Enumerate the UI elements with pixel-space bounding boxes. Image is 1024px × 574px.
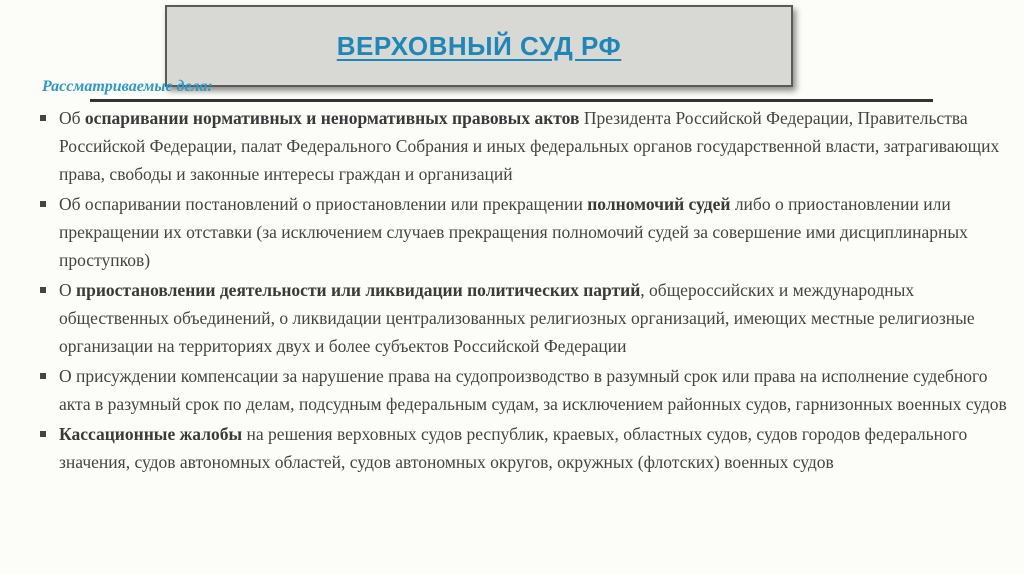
item-text: Об оспаривании постановлений о приостановлении или прекращении [59, 194, 588, 214]
square-bullet-icon [40, 115, 46, 121]
list-item [0, 362, 1024, 418]
list-item [0, 420, 1024, 476]
square-bullet-icon [40, 287, 46, 293]
item-text: , общероссийских и международных общественных объединений, о ликвидации централизованных религиозных организаций, имеющих местные религиозные организации на территориях двух и более субъектов Российской Федерации [59, 280, 975, 356]
square-bullet-icon [40, 373, 46, 379]
item-text: О [59, 280, 77, 300]
item-text: О присуждении компенсации за нарушение права на судопроизводство в разумный срок или права на исполнение судебного акта в разумный срок по делам, подсудным федеральным судам, за исключением районных судов, гарнизонных военных судов [59, 366, 1007, 414]
item-text: либо о приостановлении или прекращении их отставки (за исключением случаев прекращения полномочий судей за совершение ими дисциплинарных проступков) [59, 194, 968, 270]
list-item [0, 190, 1024, 274]
divider-line [90, 99, 933, 102]
item-text: Об [59, 108, 85, 128]
list-item [0, 104, 1024, 188]
item-text: на решения верховных судов республик, краевых, областных судов, судов городов федерального значения, судов автономных областей, судов автономных округов, окружных (флотских) военных судов [59, 424, 968, 472]
item-text: Президента Российской Федерации, Правительства Российской Федерации, палат Федерального Собрания и иных федеральных органов государственной власти, затрагивающих права, свободы и законные интересы граждан и организаций [59, 108, 1000, 184]
subtitle: Рассматриваемые дела: [42, 78, 213, 95]
item-bold-text: полномочий судей [587, 194, 731, 214]
square-bullet-icon [40, 431, 46, 437]
cases-list [0, 104, 1024, 478]
item-bold-text: оспаривании нормативных и ненормативных правовых актов [84, 108, 580, 128]
item-bold-text: Кассационные жалобы [59, 424, 243, 444]
page-title: ВЕРХОВНЫЙ СУД РФ [336, 30, 622, 61]
list-item [0, 276, 1024, 360]
square-bullet-icon [40, 201, 46, 207]
item-bold-text: приостановлении деятельности или ликвидации политических партий [76, 280, 641, 300]
title-box [165, 5, 793, 87]
